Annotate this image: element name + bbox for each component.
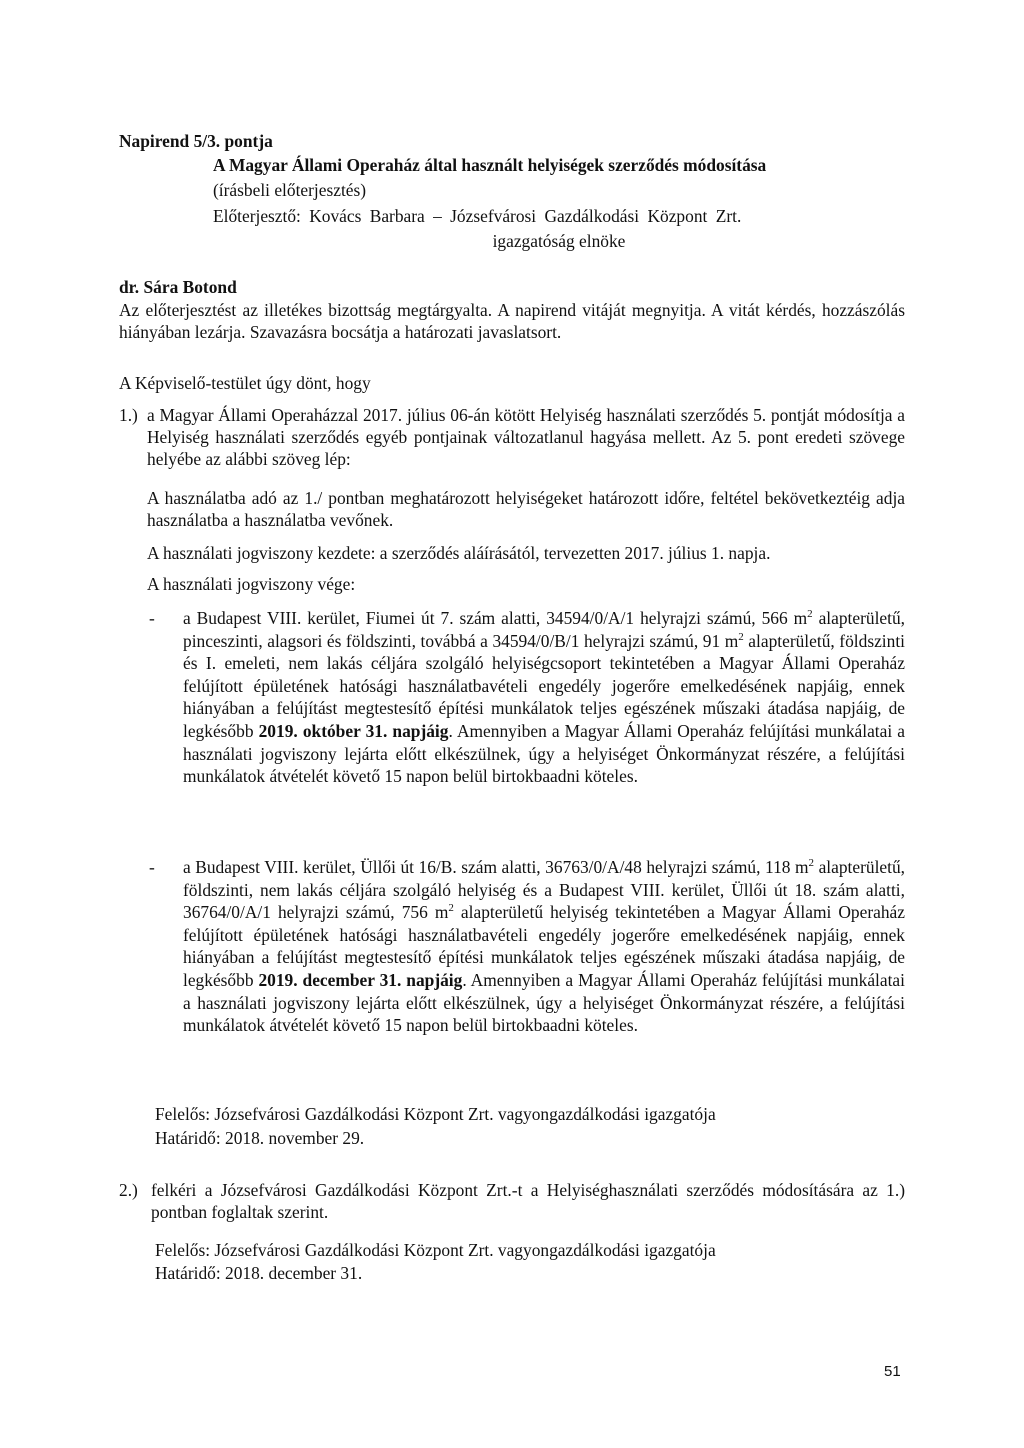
bullet-text: . Amennyiben a Magyar Állami Operaház felújítási munkálatai a használati jogviszony lejárta előtt elkészülnek, úgy a helyiséget Önkormányzat részére, a felújítási munkálatok átvételét követő 15 napon belül birtokbaadni köteles. bbox=[183, 720, 905, 787]
bullet-text: alapterületű, földszinti, nem lakás céljára szolgáló helyiség és a Budapest VIII. kerület, Üllői út 18. szám alatti, 36764/0/A/1 helyrajzi számú, 756 m bbox=[183, 857, 905, 923]
item1-text: a Magyar Állami Operaházzal 2017. július 06-án kötött Helyiség használati szerződés 5. pontját módosítja a Helyiség használati szerződés egyéb pontjainak változatlanul hagyása mellett. Az 5. pont eredeti szövege helyébe az alábbi szöveg lép: bbox=[147, 405, 905, 469]
bullet-text: a Budapest VIII. kerület, Fiumei út 7. szám alatti, 34594/0/A/1 helyrajzi számú, 566 m bbox=[183, 608, 808, 628]
item1-number: 1.) bbox=[119, 405, 138, 425]
item1-para2: A használati jogviszony kezdete: a szerződés aláírásától, tervezetten 2017. július 1. napja. bbox=[147, 543, 771, 563]
bullet-deadline: 2019. október 31. napjáig bbox=[258, 720, 449, 741]
bullet-text: alapterületű helyiség tekintetében a Magyar Állami Operaház felújított épületének hatósági használatbavételi engedély jogerőre emelkedésének napjáig, ennek hiányában a felújítást megtestesítő építési munkálatok teljes egészének műszaki átadása napjáig, de legkésőbb bbox=[183, 902, 905, 990]
superscript: 2 bbox=[448, 902, 454, 915]
item2-deadline: Határidő: 2018. december 31. bbox=[155, 1263, 363, 1283]
presenter-role: igazgatóság elnöke bbox=[492, 231, 626, 251]
superscript: 2 bbox=[738, 630, 744, 643]
item1-responsible: Felelős: Józsefvárosi Gazdálkodási Központ Zrt. vagyongazdálkodási igazgatója bbox=[155, 1104, 716, 1124]
bullet-deadline: 2019. december 31. napjáig bbox=[258, 969, 463, 990]
bullet-text: alapterületű, pinceszinti, alagsori és földszinti, továbbá a 34594/0/B/1 helyrajzi számú, 91 m bbox=[183, 608, 905, 651]
bullet-dash: - bbox=[149, 857, 155, 877]
chair-statement: Az előterjesztést az illetékes bizottság megtárgyalta. A napirend vitáját megnyitja. A vitát kérdés, hozzászólás hiányában lezárja. Szavazásra bocsátja a határozati javaslatsort. bbox=[119, 300, 905, 342]
decision-intro: A Képviselő-testület úgy dönt, hogy bbox=[119, 373, 371, 393]
item1-para3: A használati jogviszony vége: bbox=[147, 574, 356, 594]
superscript: 2 bbox=[808, 857, 815, 869]
chair-name: dr. Sára Botond bbox=[119, 277, 237, 297]
item1-deadline: Határidő: 2018. november 29. bbox=[155, 1128, 365, 1148]
bullet-item bbox=[183, 607, 905, 788]
item1-para1: A használatba adó az 1./ pontban meghatározott helyiségeket határozott időre, feltétel bekövetkeztéig adja használatba a használatba vevőnek. bbox=[147, 488, 905, 530]
item2-number: 2.) bbox=[119, 1180, 138, 1200]
agenda-heading: Napirend 5/3. pontja bbox=[119, 131, 273, 151]
bullet-item bbox=[183, 856, 905, 1037]
bullet-text: alapterületű, földszinti és I. emeleti, nem lakás céljára szolgáló helyiségcsoport tekintetében a Magyar Állami Operaház felújított épületének hatósági használatbavételi engedély jogerőre emelkedésének napjáig, ennek hiányában a felújítást megtestesítő építési munkálatok teljes egészének műszaki átadása napjáig, de legkésőbb bbox=[183, 630, 905, 741]
bullet-dash: - bbox=[149, 608, 155, 628]
presenter-line: Előterjesztő: Kovács Barbara – Józsefvárosi Gazdálkodási Központ Zrt. bbox=[213, 206, 742, 226]
item2-text: felkéri a Józsefvárosi Gazdálkodási Központ Zrt.-t a Helyiséghasználati szerződés módosítására az 1.) pontban foglaltak szerint. bbox=[151, 1180, 905, 1222]
bullet-text: . Amennyiben a Magyar Állami Operaház felújítási munkálatai a használati jogviszony lejárta előtt elkészülnek, úgy a helyiséget Önkormányzat részére, a felújítási munkálatok átvételét követő 15 napon belül birtokbaadni köteles. bbox=[183, 969, 905, 1036]
bullet-text: a Budapest VIII. kerület, Üllői út 16/B. szám alatti, 36763/0/A/48 helyrajzi számú, 118 m bbox=[183, 857, 809, 877]
agenda-title: A Magyar Állami Operaház által használt helyiségek szerződés módosítása bbox=[213, 155, 767, 175]
agenda-subtitle: (írásbeli előterjesztés) bbox=[213, 180, 367, 200]
page-number: 51 bbox=[884, 1363, 901, 1380]
item2-responsible: Felelős: Józsefvárosi Gazdálkodási Központ Zrt. vagyongazdálkodási igazgatója bbox=[155, 1240, 716, 1260]
superscript: 2 bbox=[807, 608, 813, 620]
